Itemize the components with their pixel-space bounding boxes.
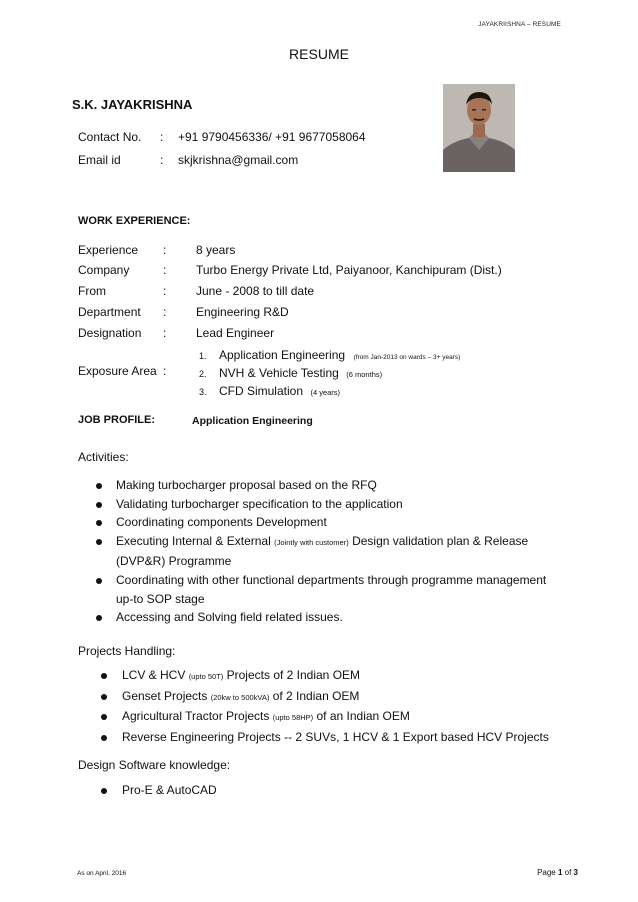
exposure-label: Exposure Area [78, 364, 157, 378]
candidate-name: S.K. JAYAKRISHNA [72, 97, 193, 112]
list-item: Coordinating components Development [116, 513, 546, 532]
exposure-item: 3. CFD Simulation (4 years) [199, 384, 341, 398]
job-profile-value: Application Engineering [192, 415, 313, 427]
email-value: skjkrishna@gmail.com [178, 153, 299, 167]
department-label: Department [78, 305, 141, 319]
software-heading: Design Software knowledge: [78, 758, 231, 772]
experience-label: Experience [78, 243, 139, 257]
email-colon: : [160, 153, 164, 167]
company-colon: : [163, 263, 167, 277]
projects-heading: Projects Handling: [78, 644, 176, 658]
department-value: Engineering R&D [196, 305, 289, 319]
contact-colon: : [160, 130, 164, 144]
list-item: Agricultural Tractor Projects (upto 58HP) of an Indian OEM [122, 707, 549, 728]
list-item: LCV & HCV (upto 50T) Projects of 2 Indian OEM [122, 666, 549, 687]
list-item: Executing Internal & External (Jointly with customer) Design validation plan & Release [116, 532, 546, 553]
list-item: Reverse Engineering Projects -- 2 SUVs, 1 HCV & 1 Export based HCV Projects [122, 728, 549, 747]
footer-date: As on April, 2016 [77, 870, 127, 877]
list-item-continuation: (DVP&R) Programme [116, 554, 232, 569]
designation-label: Designation [78, 326, 142, 340]
projects-list [122, 666, 549, 746]
list-item: Pro-E & AutoCAD [122, 781, 217, 800]
from-label: From [78, 284, 106, 298]
profile-photo [443, 84, 515, 172]
exposure-item: 2. NVH & Vehicle Testing (6 months) [199, 366, 383, 380]
exposure-colon: : [163, 364, 167, 378]
running-header: JAYAKRIISHNA – RESUME [478, 21, 561, 28]
software-list [122, 781, 217, 800]
list-item: Making turbocharger proposal based on the RFQ [116, 476, 546, 495]
list-item: Coordinating with other functional departments through programme management [116, 571, 546, 590]
contact-label: Contact No. [78, 130, 142, 144]
list-item: Accessing and Solving field related issues. [116, 608, 546, 627]
job-profile-label: JOB PROFILE: [78, 414, 156, 426]
page-number: Page 1 of 3 [537, 868, 578, 877]
from-colon: : [163, 284, 167, 298]
contact-value: +91 9790456336/ +91 9677058064 [178, 130, 366, 144]
experience-value: 8 years [196, 243, 236, 257]
document-title: RESUME [289, 46, 349, 62]
designation-value: Lead Engineer [196, 326, 275, 340]
list-item-continuation: up-to SOP stage [116, 591, 205, 606]
company-label: Company [78, 263, 130, 277]
work-experience-heading: WORK EXPERIENCE: [78, 215, 191, 227]
list-item: Genset Projects (20kw to 500kVA) of 2 Indian OEM [122, 687, 549, 708]
person-portrait-icon [443, 84, 515, 172]
email-label: Email id [78, 153, 121, 167]
activities-heading: Activities: [78, 450, 129, 464]
department-colon: : [163, 305, 167, 319]
experience-colon: : [163, 243, 167, 257]
activities-list [116, 476, 546, 627]
from-value: June - 2008 to till date [196, 284, 315, 298]
designation-colon: : [163, 326, 167, 340]
company-value: Turbo Energy Private Ltd, Paiyanoor, Kanchipuram (Dist.) [196, 263, 502, 277]
list-item: Validating turbocharger specification to the application [116, 495, 546, 514]
exposure-item: 1. Application Engineering (from Jan-2013 on wards – 3+ years) [199, 348, 461, 362]
